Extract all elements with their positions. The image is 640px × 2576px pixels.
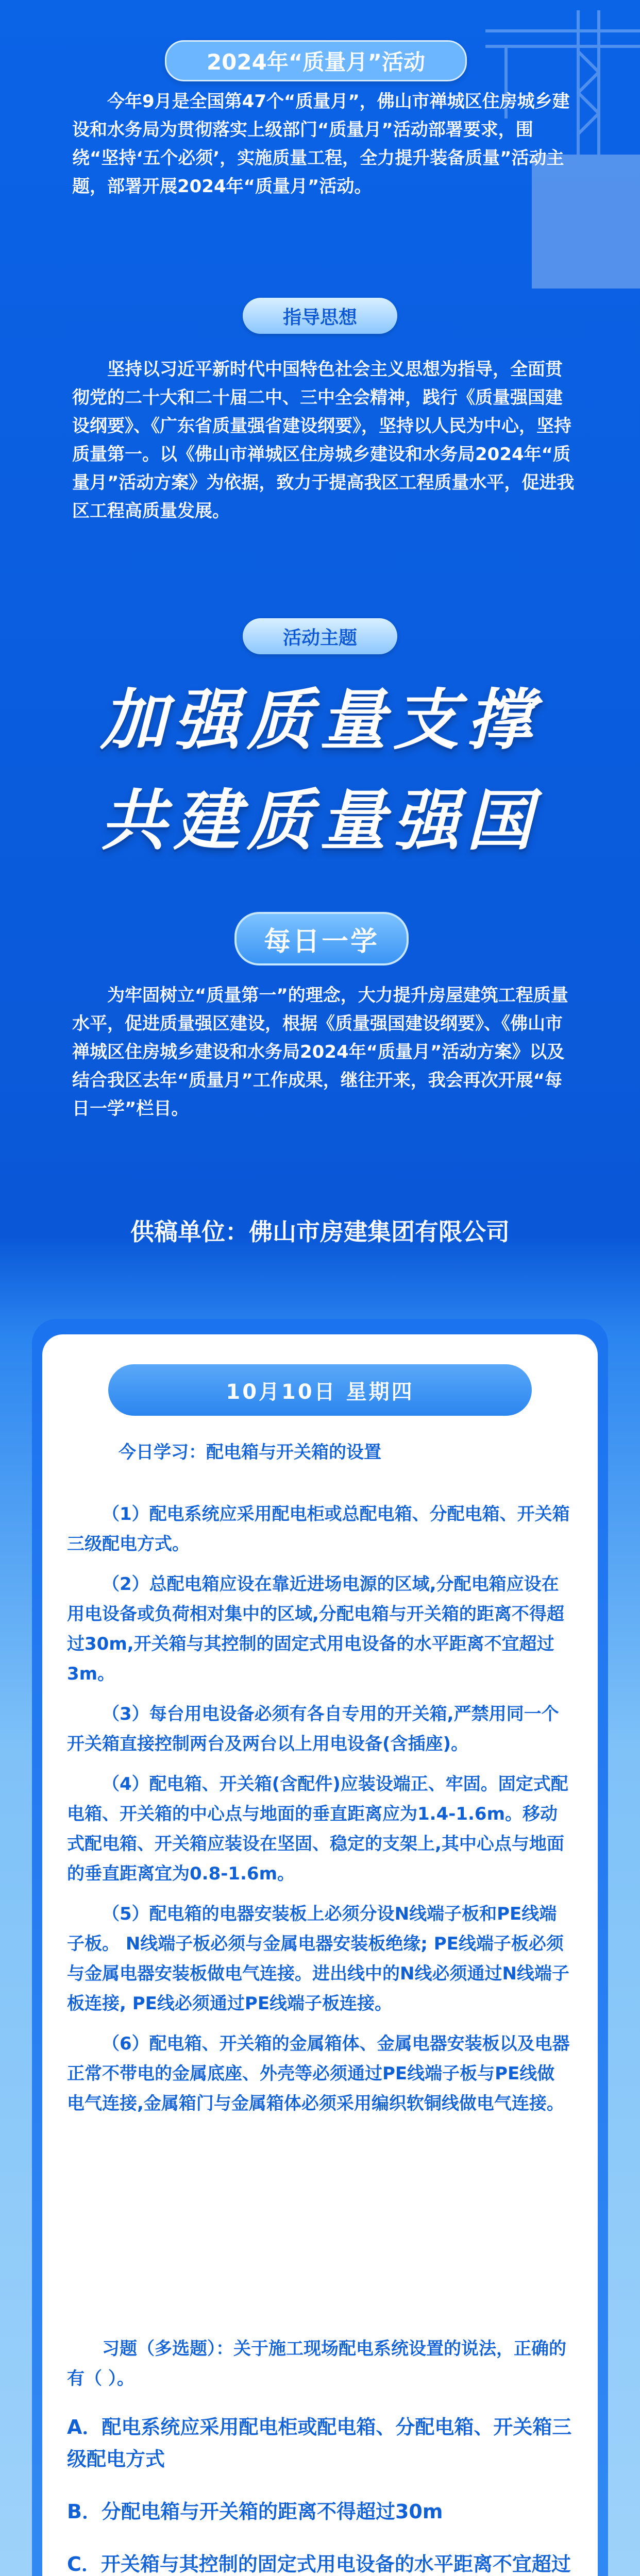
section-guiding-label: 指导思想 bbox=[243, 298, 397, 334]
lesson-body bbox=[67, 1499, 572, 2119]
date-pill: 10月10日 星期四 bbox=[108, 1364, 532, 1416]
supplier-label: 供稿单位：佛山市房建集团有限公司 bbox=[130, 1218, 510, 1246]
lesson-item: （5）配电箱的电器安装板上必须分设N线端子板和PE线端子板。 N线端子板必须与金属电器安装板绝缘; PE线端子板必须与金属电器安装板做电气连接。进出线中的N线必须通过N线端子板连接, PE线必须通过PE线端子板连接。 bbox=[67, 1904, 569, 2014]
lesson-item: （2）总配电箱应设在靠近进场电源的区域,分配电箱应设在用电设备或负荷相对集中的区域,分配电箱与开关箱的距离不得超过30m,开关箱与其控制的固定式用电设备的水平距离不宜超过3m。 bbox=[67, 1574, 564, 1684]
headline-line-2: 共建质量强国 bbox=[100, 782, 540, 859]
intro-paragraph: 今年9月是全国第47个“质量月”，佛山市禅城区住房城乡建设和水务局为贯彻落实上级部门“质量月”活动部署要求，围绕“坚持‘五个必须’，实施质量工程，全力提升装备质量”活动主题，部署开展2024年“质量月”活动。 bbox=[72, 91, 570, 197]
lesson-item: （1）配电系统应采用配电柜或总配电箱、分配电箱、开关箱三级配电方式。 bbox=[67, 1504, 570, 1554]
lesson-item: （6）配电箱、开关箱的金属箱体、金属电器安装板以及电器正常不带电的金属底座、外壳等必须通过PE线端子板与PE线做电气连接,金属箱门与金属箱体必须采用编织软铜线做电气连接。 bbox=[67, 2033, 570, 2114]
lesson-title: 今日学习：配电箱与开关箱的设置 bbox=[119, 1442, 381, 1463]
top-title-pill: 2024年“质量月”活动 bbox=[165, 40, 467, 81]
guiding-paragraph: 坚持以习近平新时代中国特色社会主义思想为指导，全面贯彻党的二十大和二十届二中、三中全会精神，践行《质量强国建设纲要》、《广东省质量强省建设纲要》，坚持以人民为中心，坚持质量第一。以《佛山市禅城区住房城乡建设和水务局2024年“质量月”活动方案》为依据，致力于提高我区工程质量水平，促进我区工程高质量发展。 bbox=[72, 359, 575, 521]
daily-paragraph: 为牢固树立“质量第一”的理念，大力提升房屋建筑工程质量水平，促进质量强区建设，根据《质量强国建设纲要》、《佛山市禅城区住房城乡建设和水务局2024年“质量月”活动方案》以及结合我区去年“质量月”工作成果，继往开来，我会再次开展“每日一学”栏目。 bbox=[72, 985, 568, 1119]
lesson-item: （4）配电箱、开关箱(含配件)应装设端正、牢固。固定式配电箱、开关箱的中心点与地面的垂直距离应为1.4-1.6m。移动式配电箱、开关箱应装设在坚固、稳定的支架上,其中心点与地面的垂直距离宜为0.8-1.6m。 bbox=[67, 1774, 568, 1884]
option-a: A．配电系统应采用配电柜或配电箱、分配电箱、开关箱三级配电方式 bbox=[67, 2416, 572, 2470]
lesson-item: （3）每台用电设备必须有各自专用的开关箱,严禁用同一个开关箱直接控制两台及两台以上用电设备(含插座)。 bbox=[67, 1704, 559, 1754]
option-c: C．开关箱与其控制的固定式用电设备的水平距离不宜超过 bbox=[67, 2553, 571, 2575]
daily-study-badge: 每日一学 bbox=[234, 912, 409, 965]
option-b: B．分配电箱与开关箱的距离不得超过30m bbox=[67, 2500, 443, 2523]
options-list bbox=[67, 2411, 572, 2576]
headline-line-1: 加强质量支撑 bbox=[100, 682, 540, 759]
question-text: 习题（多选题）：关于施工现场配电系统设置的说法，正确的有（ ）。 bbox=[67, 2338, 566, 2389]
section-theme-label: 活动主题 bbox=[243, 618, 397, 654]
